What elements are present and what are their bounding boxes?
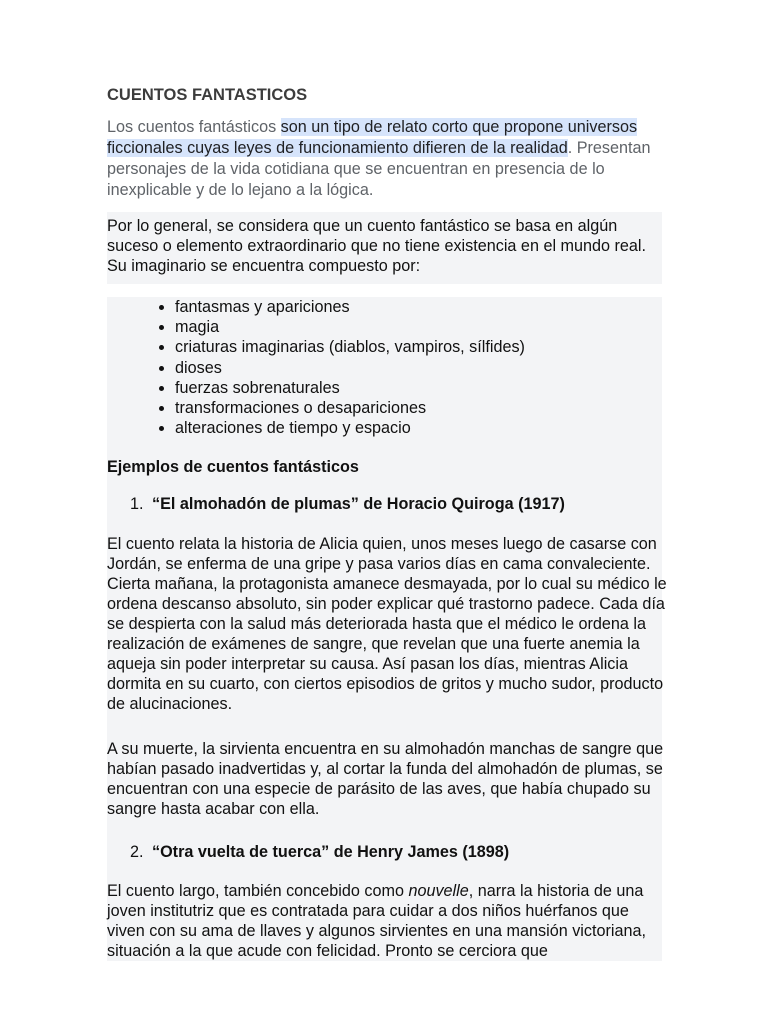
example-2-text-before: El cuento largo, también concebido como [107, 882, 409, 900]
list-item: • fuerzas sobrenaturales [175, 378, 662, 398]
example-2-text-after: , narra la historia de una joven institutriz que es contratada para cuidar a dos niños huérfanos que viven con su ama de llaves y algunos sirvientes en una mansión victoriana, situación a la que acude con felicidad. Pronto se cerciora que [107, 882, 646, 960]
example-1-number: 1. [130, 495, 144, 513]
example-2-text-italic: nouvelle [408, 882, 469, 900]
example-1-paragraph-1: El cuento relata la historia de Alicia quien, unos meses luego de casarse con Jordán, se enferma de una gripe y pasa varios días en cama convaleciente. Cierta mañana, la protagonista amanece desmayada, por lo cual su médico le ordena descanso absoluto, sin poder explicar qué trastorno padece. Cada día se despierta con la salud más deteriorada hasta que el médico le ordena la realización de exámenes de sangre, que revelan que una fuerte anemia la aqueja sin poder interpretar su causa. Así pasan los días, mientras Alicia dormita en su cuarto, con ciertos episodios de gritos y mucho sudor, producto de alucinaciones. [107, 535, 667, 713]
list-item: • magia [175, 317, 662, 337]
example-1-title: “El almohadón de plumas” de Horacio Quiroga (1917) [152, 495, 565, 513]
example-1-heading [130, 495, 565, 514]
example-2-title: “Otra vuelta de tuerca” de Henry James (1898) [152, 843, 510, 861]
document-title: CUENTOS FANTASTICOS [107, 86, 308, 104]
examples-heading: Ejemplos de cuentos fantásticos [107, 458, 359, 476]
list-item: • dioses [175, 358, 662, 378]
example-2-heading [130, 843, 509, 862]
example-2-number: 2. [130, 843, 144, 861]
example-1-paragraph-2: A su muerte, la sirvienta encuentra en su almohadón manchas de sangre que habían pasado inadvertidas y, al cortar la funda del almohadón de plumas, se encuentran con una especie de parásito de las aves, que había chupado su sangre hasta acabar con ella. [107, 740, 664, 818]
list-item: • transformaciones o desapariciones [175, 398, 662, 418]
list-item: • alteraciones de tiempo y espacio [175, 418, 662, 438]
example-2-paragraph [107, 881, 667, 961]
list-item: • fantasmas y apariciones [175, 297, 662, 317]
paragraph-imaginario: Por lo general, se considera que un cuento fantástico se basa en algún suceso o elemento extraordinario que no tiene existencia en el mundo real. Su imaginario se encuentra compuesto por: [107, 217, 647, 275]
intro-lead: Los cuentos fantásticos [107, 118, 281, 136]
list-item: • criaturas imaginarias (diablos, vampiros, sílfides) [175, 337, 662, 357]
intro-highlight: son un tipo de relato corto que propone universos ficcionales cuyas leyes de funcionamiento difieren de la realidad [107, 118, 638, 157]
intro-rest: . Presentan personajes de la vida cotidiana que se encuentran en presencia de lo inexplicable y de lo lejano a la lógica. [107, 139, 651, 199]
imaginario-list [107, 297, 662, 438]
intro-paragraph [107, 117, 667, 201]
